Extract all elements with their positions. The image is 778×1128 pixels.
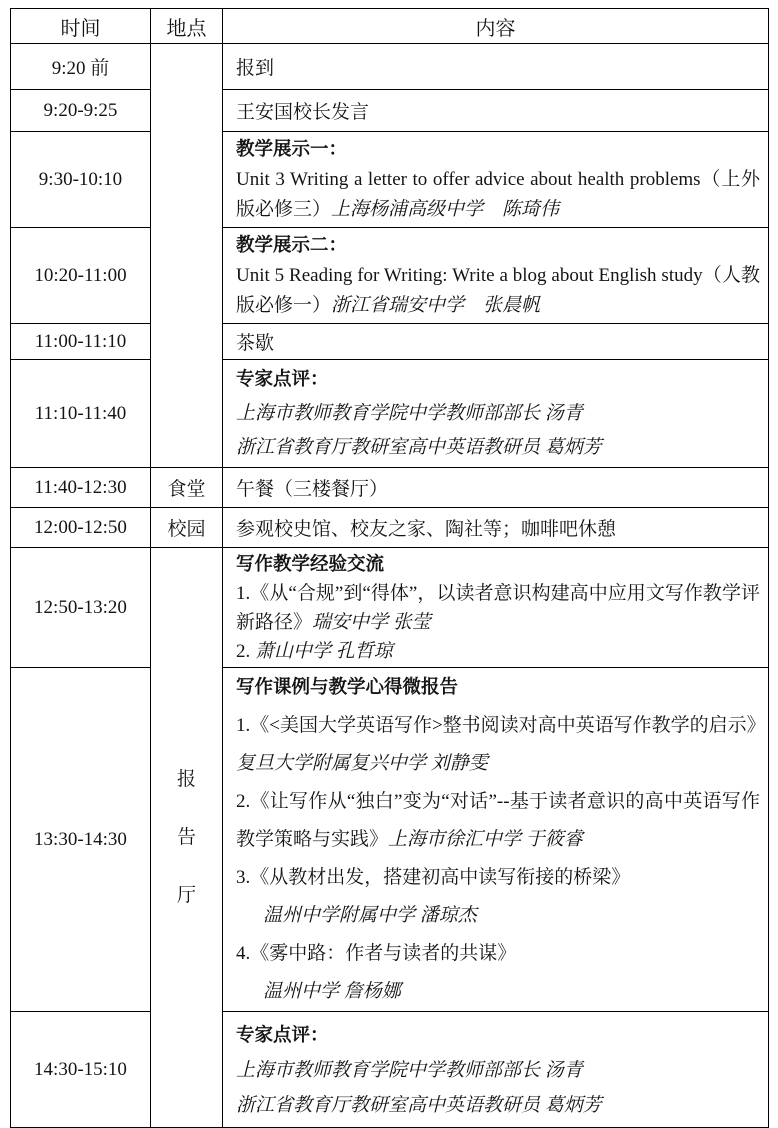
location-cell bbox=[151, 44, 223, 468]
content-line bbox=[236, 745, 760, 783]
time-cell: 9:20-9:25 bbox=[11, 90, 151, 132]
table-row bbox=[11, 44, 769, 90]
time-cell: 10:20-11:00 bbox=[11, 228, 151, 324]
table-row bbox=[11, 132, 769, 228]
content-cell bbox=[223, 468, 769, 508]
content-text: 1.《从“合规”到“得体”，以读者意识构建高中应用文写作教学评新路径》 bbox=[236, 583, 760, 633]
content-line bbox=[236, 783, 760, 859]
table-row bbox=[11, 90, 769, 132]
content-line bbox=[236, 53, 760, 80]
schedule-table bbox=[10, 8, 769, 1128]
content-line bbox=[236, 328, 760, 355]
content-cell bbox=[223, 360, 769, 468]
content-text: 上海市教师教育学院中学教师部部长 汤青 bbox=[236, 1059, 583, 1081]
content-text: 上海市教师教育学院中学教师部部长 汤青 bbox=[236, 403, 583, 424]
table-header bbox=[11, 9, 769, 44]
table-row bbox=[11, 668, 769, 1012]
content-line bbox=[236, 165, 760, 225]
header-time: 时间 bbox=[11, 9, 151, 44]
table-row bbox=[11, 1012, 769, 1128]
content-text: 午餐（三楼餐厅） bbox=[236, 479, 389, 500]
content-line bbox=[236, 1053, 760, 1088]
table-row bbox=[11, 360, 769, 468]
content-text: 复旦大学附属复兴中学 刘静雯 bbox=[236, 753, 488, 774]
content-cell bbox=[223, 90, 769, 132]
header-content: 内容 bbox=[223, 9, 769, 44]
content-cell bbox=[223, 1012, 769, 1128]
content-line bbox=[236, 362, 760, 397]
content-cell bbox=[223, 508, 769, 548]
content-text: 浙江省瑞安中学 张晨帆 bbox=[331, 295, 541, 316]
content-text: 3.《从教材出发，搭建初高中读写衔接的桥梁》 bbox=[236, 867, 631, 888]
time-cell: 9:30-10:10 bbox=[11, 132, 151, 228]
time-cell: 13:30-14:30 bbox=[11, 668, 151, 1012]
content-line bbox=[236, 668, 760, 707]
content-line bbox=[236, 549, 760, 579]
content-cell bbox=[223, 132, 769, 228]
content-text: 报到 bbox=[236, 58, 275, 79]
content-text: 王安国校长发言 bbox=[236, 102, 370, 123]
location-cell: 校园 bbox=[151, 508, 223, 548]
content-line bbox=[236, 97, 760, 124]
content-text: 浙江省教育厅教研室高中英语教研员 葛炳芳 bbox=[236, 437, 602, 458]
content-line bbox=[236, 859, 760, 897]
header-location: 地点 bbox=[151, 9, 223, 44]
content-line bbox=[236, 474, 760, 501]
time-cell: 11:40-12:30 bbox=[11, 468, 151, 508]
content-heading-text: 专家点评： bbox=[236, 1023, 329, 1045]
time-cell: 12:50-13:20 bbox=[11, 548, 151, 668]
content-text: 温州中学 詹杨娜 bbox=[263, 981, 401, 1002]
content-heading-text: 专家点评： bbox=[236, 368, 329, 389]
content-heading-text: 教学展示一： bbox=[236, 138, 348, 159]
content-text: 参观校史馆、校友之家、陶社等；咖啡吧休憩 bbox=[236, 519, 617, 540]
content-text: 萧山中学 孔哲琼 bbox=[255, 641, 393, 662]
content-cell bbox=[223, 324, 769, 360]
content-line bbox=[236, 431, 760, 465]
content-text: 茶歇 bbox=[236, 333, 275, 354]
schedule-body bbox=[11, 44, 769, 1128]
time-cell: 9:20 前 bbox=[11, 44, 151, 90]
header-row bbox=[11, 9, 769, 44]
content-text: 温州中学附属中学 潘琼杰 bbox=[263, 905, 477, 926]
content-cell bbox=[223, 548, 769, 668]
time-cell: 12:00-12:50 bbox=[11, 508, 151, 548]
time-cell: 11:10-11:40 bbox=[11, 360, 151, 468]
content-line bbox=[236, 637, 760, 666]
content-line bbox=[236, 973, 760, 1011]
content-text: 2. bbox=[236, 641, 255, 662]
content-cell bbox=[223, 44, 769, 90]
location-cell: 食堂 bbox=[151, 468, 223, 508]
content-line bbox=[236, 261, 760, 321]
content-line bbox=[236, 579, 760, 637]
content-line bbox=[236, 897, 760, 935]
content-line bbox=[236, 707, 766, 745]
table-row bbox=[11, 324, 769, 360]
content-line bbox=[236, 935, 760, 973]
content-text: Unit 5 Reading for Writing: Write a blog about English study（人教版必修一） bbox=[236, 265, 760, 316]
time-cell: 11:00-11:10 bbox=[11, 324, 151, 360]
content-heading-text: 写作课例与教学心得微报告 bbox=[236, 676, 459, 697]
content-text: 4.《雾中路：作者与读者的共谋》 bbox=[236, 943, 517, 964]
table-row bbox=[11, 548, 769, 668]
table-row bbox=[11, 228, 769, 324]
content-text: 浙江省教育厅教研室高中英语教研员 葛炳芳 bbox=[236, 1094, 602, 1116]
content-text: 上海杨浦高级中学 陈琦伟 bbox=[331, 199, 560, 220]
content-cell bbox=[223, 228, 769, 324]
table-row bbox=[11, 508, 769, 548]
content-text: 瑞安中学 张莹 bbox=[312, 612, 431, 633]
content-line bbox=[236, 230, 760, 261]
location-cell: 报 告 厅 bbox=[151, 548, 223, 1128]
content-line bbox=[236, 397, 760, 431]
content-line bbox=[236, 1017, 760, 1053]
content-line bbox=[236, 514, 760, 541]
content-cell bbox=[223, 668, 769, 1012]
content-text: 2.《让写作从“独白”变为“对话”--基于读者意识的高中英语写作教学策略与实践》 bbox=[236, 791, 760, 850]
content-heading-text: 写作教学经验交流 bbox=[236, 553, 385, 574]
content-heading-text: 教学展示二： bbox=[236, 234, 348, 255]
content-text: 上海市徐汇中学 于筱睿 bbox=[388, 829, 583, 850]
content-text: 1.《<美国大学英语写作>整书阅读对高中英语写作教学的启示》 bbox=[236, 715, 766, 736]
time-cell: 14:30-15:10 bbox=[11, 1012, 151, 1128]
content-line bbox=[236, 1088, 760, 1123]
content-text: Unit 3 Writing a letter to offer advice about health problems（上外版必修三） bbox=[236, 169, 760, 220]
content-line bbox=[236, 134, 760, 165]
table-row bbox=[11, 468, 769, 508]
